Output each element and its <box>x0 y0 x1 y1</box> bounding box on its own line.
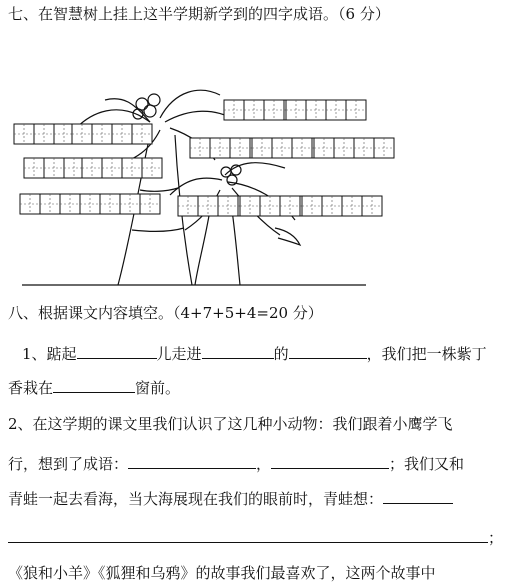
q2-text-1: 行，想到了成语： <box>8 455 129 473</box>
q2-line4 <box>8 528 503 548</box>
q2-blank-2[interactable] <box>271 454 389 469</box>
q1-text-3: 的 <box>273 345 289 363</box>
q1-text-2: 儿走进 <box>156 345 202 363</box>
q1-text-6: 窗前。 <box>135 379 181 397</box>
q1-text-4: ，我们把一株紫丁 <box>366 345 487 363</box>
q2-line1: 2、在这学期的课文里我们认识了这几种小动物：我们跟着小鹰学飞 <box>8 415 453 433</box>
idiom-answer-boxes <box>14 100 394 216</box>
q2-blank-3[interactable] <box>383 489 453 504</box>
q1-line1 <box>22 344 487 364</box>
q1-text-1: 1、踮起 <box>22 345 77 363</box>
q2-text-2: ， <box>256 455 272 473</box>
q1-text-5: 香栽在 <box>8 379 54 397</box>
q2-text-4: 青蛙一起去看海，当大海展现在我们的眼前时，青蛙想： <box>8 490 384 508</box>
wisdom-tree-figure <box>0 60 420 295</box>
q1-blank-2[interactable] <box>202 344 274 359</box>
q2-blank-1[interactable] <box>128 454 256 469</box>
section7-title: 七、在智慧树上挂上这半学期新学到的四字成语。（6 分） <box>8 5 390 23</box>
q1-line2 <box>8 378 180 398</box>
q1-blank-1[interactable] <box>77 344 157 359</box>
q2-line5: 《狼和小羊》《狐狸和乌鸦》的故事我们最喜欢了，这两个故事中 <box>8 564 436 582</box>
section8-title: 八、根据课文内容填空。（4+7+5+4=20 分） <box>8 304 323 322</box>
right-trunk <box>195 210 240 285</box>
q1-blank-4[interactable] <box>53 378 135 393</box>
q2-line3 <box>8 489 453 509</box>
q2-text-3: ；我们又和 <box>389 455 465 473</box>
q2-line2 <box>8 454 464 474</box>
q1-blank-3[interactable] <box>289 344 367 359</box>
q2-blank-4[interactable] <box>8 528 488 543</box>
q2-text-5: ； <box>488 529 504 547</box>
